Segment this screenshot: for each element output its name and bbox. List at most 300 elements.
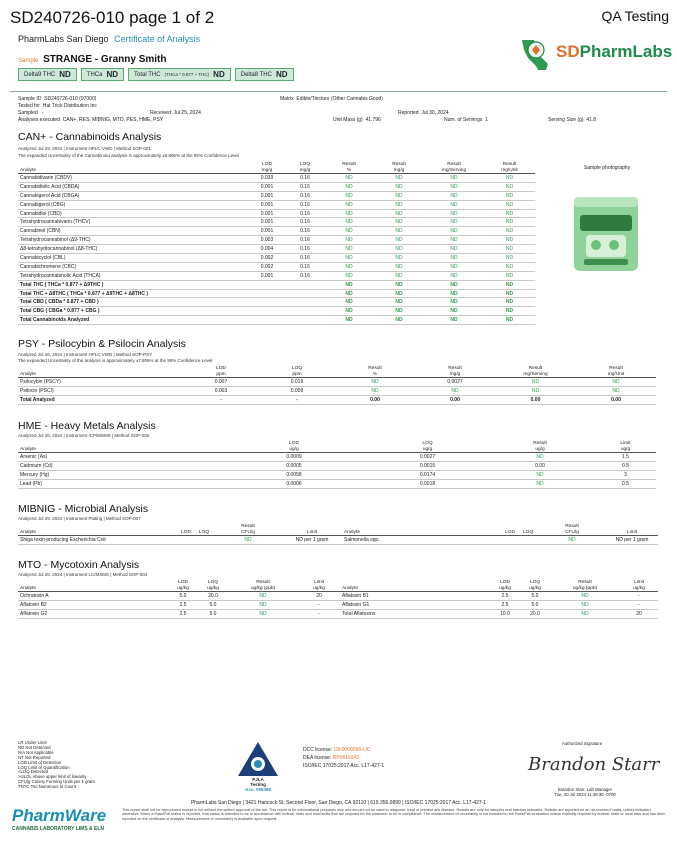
table-cell: ND xyxy=(374,254,424,263)
meta-matrix: Matrix Edible/Tincture (Other Cannabis Good) xyxy=(280,96,383,102)
table-cell: 0.001 xyxy=(248,191,286,200)
table-row xyxy=(18,271,535,280)
report-title: SD240726-010 page 1 of 2 xyxy=(10,8,215,27)
signer-info: Brandon Starr, Lab Manager Tue, 30 Jul 2024 11:39:36 -0700 xyxy=(554,787,616,797)
table-cell: 0.007 xyxy=(183,378,259,387)
table-cell: ND xyxy=(424,200,484,209)
table-cell: 20.0 xyxy=(520,609,550,618)
column-header: LOQ ug/kg xyxy=(520,580,550,592)
table-cell: ND xyxy=(484,174,535,183)
table-cell: ND per 1 gram xyxy=(606,536,658,545)
table-cell: ND xyxy=(538,536,606,545)
table-cell xyxy=(248,316,286,325)
table-cell: Psilocybin (PSCY) xyxy=(18,378,183,387)
table-cell: 0.16 xyxy=(286,191,324,200)
mto-table xyxy=(18,580,658,619)
chip-sub: (THCa * 0.877 + THC) xyxy=(164,72,210,77)
hme-title: HME - Heavy Metals Analysis xyxy=(18,420,156,432)
column-header: Result ug/g xyxy=(485,441,595,453)
table-row xyxy=(18,479,656,488)
lab-line xyxy=(18,34,200,44)
table-cell: Aflatoxin G2 xyxy=(18,609,168,618)
table-cell: ND xyxy=(424,280,484,289)
table-cell: ND xyxy=(424,236,484,245)
table-cell: ND xyxy=(374,307,424,316)
table-cell: 2.5 xyxy=(490,600,520,609)
table-row xyxy=(18,600,658,609)
column-header: Result CFU/g xyxy=(214,524,282,536)
table-cell: ND xyxy=(324,209,374,218)
table-cell: Cannabichromene (CBC) xyxy=(18,262,248,271)
table-row xyxy=(18,245,535,254)
table-cell: ND xyxy=(484,182,535,191)
table-cell: ND xyxy=(484,271,535,280)
column-header: Result % xyxy=(324,162,374,174)
legend-item: NT Not Reported xyxy=(18,754,51,760)
column-header: Limit ug/kg xyxy=(620,580,658,592)
table-cell: ND xyxy=(576,386,656,395)
pharmware-sub: CANNABIS LABORATORY LIMS & ELN xyxy=(12,826,105,832)
legend-item: LOQ Limit of Quantification xyxy=(18,764,70,770)
table-cell: Total THC + Δ8THC ( THCa * 0.877 + Δ9THC + Δ8THC ) xyxy=(18,289,248,298)
table-cell: ND xyxy=(374,298,424,307)
table-cell: 0.16 xyxy=(286,254,324,263)
table-cell: 0.00 xyxy=(485,461,595,470)
sample-line xyxy=(18,54,166,65)
table-cell: 0.002 xyxy=(248,262,286,271)
license-block: DCC license: C8-0000096-LIC DEA license: RP0611043 ISO/IEC 17025:2017 Acc. L17-427-1 xyxy=(303,747,385,769)
chip-label: Total THC xyxy=(134,71,161,78)
column-header: Analyte xyxy=(18,580,168,592)
table-cell: ND xyxy=(485,453,595,462)
table-cell: ND xyxy=(374,182,424,191)
column-header: LOQ ug/kg xyxy=(198,580,228,592)
table-cell: 0.5 xyxy=(595,461,656,470)
table-cell: 10.0 xyxy=(490,609,520,618)
table-cell: ND xyxy=(228,600,298,609)
table-cell: ND xyxy=(484,200,535,209)
table-cell: ND xyxy=(484,236,535,245)
legend-item: <LOQ Detected xyxy=(18,769,48,775)
table-row xyxy=(18,592,658,601)
meta-servings: Num. of Servings 1 xyxy=(444,117,488,123)
table-cell xyxy=(286,316,324,325)
cannabinoids-sub2: The expanded Uncertainty of the Cannabinoid analysis is approximately ±6.806% at the 95% Confidence Level xyxy=(18,153,239,158)
table-cell: ND xyxy=(424,182,484,191)
table-cell: ND xyxy=(484,262,535,271)
chip-delta8 xyxy=(235,68,294,81)
table-cell: ND xyxy=(324,191,374,200)
table-cell: ND xyxy=(550,592,620,601)
psy-table xyxy=(18,366,656,405)
column-header: Analyte xyxy=(18,162,248,174)
table-cell: - xyxy=(259,395,335,404)
chip-delta9 xyxy=(18,68,77,81)
mibnig-sub1: Analyzed Jul 29, 2024 | Instrument Plating | Method SOP-007 xyxy=(18,516,141,521)
column-header: LOD mg/g xyxy=(248,162,286,174)
column-header: LOD ug/g xyxy=(218,441,370,453)
table-cell: ND xyxy=(324,218,374,227)
table-row xyxy=(18,609,658,618)
table-cell: ND xyxy=(424,227,484,236)
table-cell: ND xyxy=(324,236,374,245)
mibnig-title: MIBNIG - Microbial Analysis xyxy=(18,503,149,515)
table-cell: Psilocin (PSCI) xyxy=(18,386,183,395)
table-cell: ND xyxy=(424,289,484,298)
table-cell: 0.16 xyxy=(286,262,324,271)
table-cell: 0.00 xyxy=(415,395,495,404)
column-header: Result % xyxy=(335,366,415,378)
table-cell: ND xyxy=(484,307,535,316)
column-header: Limit ug/g xyxy=(595,441,656,453)
table-cell: 0.004 xyxy=(248,245,286,254)
psy-title: PSY - Psilocybin & Psilocin Analysis xyxy=(18,338,186,350)
table-cell: 0.003 xyxy=(248,236,286,245)
column-header: LOD xyxy=(502,524,518,536)
table-row xyxy=(18,182,535,191)
table-row xyxy=(18,174,535,183)
meta-reported: Reported Jul 30, 2024 xyxy=(398,110,449,116)
table-cell xyxy=(248,280,286,289)
table-cell: 5.0 xyxy=(520,600,550,609)
table-cell: ND xyxy=(484,245,535,254)
table-cell xyxy=(248,298,286,307)
table-row xyxy=(18,289,535,298)
table-cell: ND xyxy=(484,280,535,289)
table-cell: ND xyxy=(374,245,424,254)
psy-sub2: The expanded Uncertainty of the analysis is approximately ±7.806% at the 95% Confidence Level xyxy=(18,358,213,363)
table-cell: 1.5 xyxy=(595,453,656,462)
table-cell: Total THC ( THCa * 0.877 + Δ9THC ) xyxy=(18,280,248,289)
table-cell: 0.16 xyxy=(286,227,324,236)
table-row xyxy=(18,298,535,307)
table-cell: ND xyxy=(484,254,535,263)
table-cell: ND xyxy=(550,609,620,618)
table-cell: 0.0006 xyxy=(218,479,370,488)
column-header: LOQ ppm xyxy=(259,366,335,378)
column-header: Limit ug/kg xyxy=(298,580,340,592)
table-cell: - xyxy=(620,592,658,601)
column-header: Result mg/g xyxy=(415,366,495,378)
meta-serving-size: Serving Size (g) 41.8 xyxy=(548,117,597,123)
cannabinoids-table xyxy=(18,162,535,325)
table-row xyxy=(18,280,535,289)
abbreviation-legend xyxy=(18,741,95,790)
hme-sub1: Analyzed Jul 26, 2024 | Instrument ICP/MSMS | Method SOP-005 xyxy=(18,433,150,438)
table-cell: ND xyxy=(324,280,374,289)
table-cell: ND xyxy=(324,271,374,280)
meta-sampled: Sampled - xyxy=(18,110,44,116)
pharmware-logo: PharmWare xyxy=(12,806,107,825)
table-cell: Cannabidiol (CBD) xyxy=(18,209,248,218)
table-cell: Cannabigerol Acid (CBGA) xyxy=(18,191,248,200)
psy-sub1: Analyzed Jul 26, 2024 | Instrument HPLC VWD | Method SOP-PSY xyxy=(18,352,153,357)
table-cell: ND xyxy=(495,378,576,387)
meta-received: Received Jul 25, 2024 xyxy=(150,110,201,116)
table-row xyxy=(18,386,656,395)
meta-unit-mass: Unit Mass (g) 41.796 xyxy=(333,117,381,123)
column-header: Limit xyxy=(282,524,342,536)
table-cell: ND xyxy=(228,592,298,601)
table-cell: ND xyxy=(424,271,484,280)
table-cell: ND xyxy=(424,218,484,227)
table-cell: 0.039 xyxy=(248,174,286,183)
table-cell: ND xyxy=(424,254,484,263)
table-cell: 0.0174 xyxy=(370,470,485,479)
table-cell: 5.0 xyxy=(168,592,198,601)
table-cell: Total Analyzed xyxy=(18,395,183,404)
table-cell: ND xyxy=(424,307,484,316)
table-cell: ND xyxy=(424,245,484,254)
table-cell: ND xyxy=(374,200,424,209)
chip-thca xyxy=(81,68,124,81)
table-cell: Lead (Pb) xyxy=(18,479,218,488)
pjla-text: PJLA Testing Acc. #85368 xyxy=(245,777,271,792)
column-header: Result mg/Serving xyxy=(495,366,576,378)
table-cell xyxy=(248,289,286,298)
lab-name: PharmLabs San Diego xyxy=(18,34,109,44)
table-cell: 0.00 xyxy=(576,395,656,404)
table-row xyxy=(18,536,658,545)
table-row xyxy=(18,209,535,218)
column-header: Result ug/kg (ppb) xyxy=(550,580,620,592)
table-cell: 0.001 xyxy=(248,218,286,227)
table-cell: Aflatoxin B2 xyxy=(18,600,168,609)
table-cell xyxy=(194,536,214,545)
table-cell: 0.001 xyxy=(248,182,286,191)
table-cell xyxy=(286,289,324,298)
table-cell: ND xyxy=(228,609,298,618)
table-cell: 0.0015 xyxy=(370,461,485,470)
table-row xyxy=(18,218,535,227)
table-cell: 0.16 xyxy=(286,182,324,191)
table-cell: ND xyxy=(485,479,595,488)
table-cell: Shiga toxin-producing Escherichia Coli xyxy=(18,536,178,545)
table-cell: - xyxy=(183,395,259,404)
table-cell: Tetrahydrocannabinolic Acid (THCA) xyxy=(18,271,248,280)
chip-value: ND xyxy=(275,70,288,79)
table-cell: 0.16 xyxy=(286,200,324,209)
table-cell xyxy=(286,280,324,289)
column-header: Result mg/Unit xyxy=(576,366,656,378)
table-cell: ND xyxy=(324,174,374,183)
table-cell: ND xyxy=(324,254,374,263)
column-header: Result mg/Serving xyxy=(424,162,484,174)
table-cell: 0.0058 xyxy=(218,470,370,479)
table-cell: ND xyxy=(324,298,374,307)
column-header: LOQ ug/g xyxy=(370,441,485,453)
table-cell: Tetrahydrocannabivarin (THCV) xyxy=(18,218,248,227)
photo-label: Sample photography xyxy=(583,165,631,171)
table-cell: ND xyxy=(424,298,484,307)
logo-text: SDPharmLabs xyxy=(556,42,673,61)
table-cell: 0.001 xyxy=(248,209,286,218)
table-cell: Mercury (Hg) xyxy=(18,470,218,479)
table-row xyxy=(18,262,535,271)
table-cell: ND xyxy=(214,536,282,545)
table-row xyxy=(18,191,535,200)
table-cell xyxy=(518,536,538,545)
table-cell: Aflatoxin B1 xyxy=(340,592,490,601)
table-cell: 5.0 xyxy=(520,592,550,601)
table-cell xyxy=(502,536,518,545)
table-cell: ND xyxy=(484,209,535,218)
table-cell: ND xyxy=(374,316,424,325)
table-cell: 0.003 xyxy=(183,386,259,395)
table-cell: ND xyxy=(324,289,374,298)
table-cell: Tetrahydrocannabinol (Δ9-THC) xyxy=(18,236,248,245)
cannabinoids-title: CAN+ - Cannabinoids Analysis xyxy=(18,131,162,143)
table-cell: Total Cannabinoids Analyzed xyxy=(18,316,248,325)
chip-value: ND xyxy=(106,70,119,79)
chip-label: Delta8 THC xyxy=(240,71,272,78)
table-cell: ND xyxy=(324,262,374,271)
table-cell: Total CBD ( CBDa * 0.877 + CBD ) xyxy=(18,298,248,307)
table-cell: - xyxy=(298,600,340,609)
legend-item: TNTC Too Numerous to Count xyxy=(18,784,76,790)
table-cell: 0.00 xyxy=(335,395,415,404)
table-cell xyxy=(178,536,194,545)
column-header: LOD ug/kg xyxy=(168,580,198,592)
column-header: LOQ mg/g xyxy=(286,162,324,174)
authorized-signature-label: Authorized Signature xyxy=(562,741,603,746)
table-cell xyxy=(286,298,324,307)
chip-label: Delta9 THC xyxy=(24,71,56,78)
table-cell: ND xyxy=(324,307,374,316)
table-cell: 20 xyxy=(620,609,658,618)
table-cell: 0.009 xyxy=(259,386,335,395)
table-cell xyxy=(248,307,286,316)
table-row xyxy=(18,395,656,404)
table-cell: ND xyxy=(484,227,535,236)
table-row xyxy=(18,453,656,462)
table-cell: 0.5 xyxy=(595,479,656,488)
table-row xyxy=(18,254,535,263)
table-cell: Aflatoxin G1 xyxy=(340,600,490,609)
table-cell: 3 xyxy=(595,470,656,479)
table-cell: Cadmium (Cd) xyxy=(18,461,218,470)
sample-name: STRANGE - Granny Smith xyxy=(43,54,167,65)
table-cell: 20.0 xyxy=(198,592,228,601)
table-cell: ND xyxy=(335,386,415,395)
chip-label: THCa xyxy=(86,71,103,78)
legend-item: ND Not Detected xyxy=(18,744,51,750)
table-cell: ND xyxy=(374,227,424,236)
table-cell: 0.002 xyxy=(248,254,286,263)
meta-sample-id: Sample ID SD240726-010 (97000) xyxy=(18,96,97,102)
legend-item: N/A Not Applicable xyxy=(18,749,54,755)
table-cell: 2.5 xyxy=(168,609,198,618)
chip-value: ND xyxy=(59,70,71,79)
column-header: Analyte xyxy=(18,524,178,536)
column-header: Result mg/g xyxy=(374,162,424,174)
coa-label: Certificate of Analysis xyxy=(114,34,201,44)
table-cell: 0.001 xyxy=(248,271,286,280)
column-header: Analyte xyxy=(18,366,183,378)
legend-item: LR Under Limit xyxy=(18,740,47,745)
table-row xyxy=(18,236,535,245)
table-cell: 5.0 xyxy=(198,609,228,618)
table-cell: 0.019 xyxy=(259,378,335,387)
table-row xyxy=(18,200,535,209)
table-cell: 2.5 xyxy=(490,592,520,601)
table-cell: ND xyxy=(374,174,424,183)
column-header: LOQ xyxy=(194,524,214,536)
summary-chips xyxy=(18,68,294,81)
table-cell: 0.001 xyxy=(248,227,286,236)
table-row xyxy=(18,470,656,479)
table-row xyxy=(18,461,656,470)
table-cell: Cannabinol (CBN) xyxy=(18,227,248,236)
table-cell xyxy=(286,307,324,316)
table-cell: Salmonella spp. xyxy=(342,536,502,545)
legend-item: CFU/g Colony Forming Units per 1 gram xyxy=(18,779,95,785)
column-header: Result mg/Unit xyxy=(484,162,535,174)
table-cell: 0.16 xyxy=(286,209,324,218)
qa-testing-label: QA Testing xyxy=(601,8,669,24)
table-cell: ND xyxy=(374,271,424,280)
table-cell: 20 xyxy=(298,592,340,601)
table-cell: ND xyxy=(324,245,374,254)
column-header: Result ug/kg (ppb) xyxy=(228,580,298,592)
product-photo xyxy=(570,193,642,275)
table-cell: 0.0009 xyxy=(218,453,370,462)
table-cell: 0.16 xyxy=(286,218,324,227)
table-cell: 0.16 xyxy=(286,245,324,254)
table-cell: ND xyxy=(424,174,484,183)
chip-total-thc xyxy=(128,68,231,81)
table-row xyxy=(18,227,535,236)
table-cell: 0.001 xyxy=(248,200,286,209)
mto-title: MTO - Mycotoxin Analysis xyxy=(18,559,140,571)
table-cell: 0.0027 xyxy=(415,378,495,387)
sample-label: Sample xyxy=(18,58,39,64)
table-cell: Δ8-tetrahydrocannabinol (Δ8-THC) xyxy=(18,245,248,254)
table-cell: 0.16 xyxy=(286,174,324,183)
disclaimer: This report shall not be reproduced except in full without the written approval of the lab. This report is for informational purposes only and should not be used to diagnose, treat or prevent any disease. Results are only for samples and batches indicated. Results are reported on an 'as received' basis, unless indicated otherwise. When a Pass/Fail status is reported, that status is intended to be in accordance with federal, state and local limits that are required for the customer to be in compliance. The measurement of uncertainty is not included in the Pass/Fail evaluation unless explicitly required by federal, state or local laws and has been reported on the certificate of analysis. Measurement of uncertainty is available upon request. xyxy=(122,808,666,821)
meta-tested-for: Tested for Hat Trick Distribution Inc xyxy=(18,103,97,109)
table-cell: ND xyxy=(484,298,535,307)
table-cell: ND xyxy=(374,289,424,298)
table-cell: ND xyxy=(335,378,415,387)
column-header: LOD ppm xyxy=(183,366,259,378)
column-header: LOQ xyxy=(518,524,538,536)
table-cell: ND xyxy=(324,227,374,236)
table-cell: ND xyxy=(424,316,484,325)
column-header: Analyte xyxy=(340,580,490,592)
table-cell: ND xyxy=(374,218,424,227)
signature: Brandon Starr xyxy=(528,754,660,775)
lab-address: PharmLabs San Diego | 3421 Hancock St, Second Floor, San Diego, CA 92110 | 619.356.0899 | ISO/IEC 17025:2017 Acc. L17-427-1 xyxy=(190,800,487,806)
mibnig-table xyxy=(18,524,658,545)
table-cell: ND xyxy=(550,600,620,609)
table-cell: Ochratoxin A xyxy=(18,592,168,601)
table-cell: 0.0027 xyxy=(370,453,485,462)
table-cell: 2.5 xyxy=(168,600,198,609)
table-cell: ND xyxy=(485,470,595,479)
table-cell: ND xyxy=(374,191,424,200)
table-cell: 0.0018 xyxy=(370,479,485,488)
table-row xyxy=(18,378,656,387)
table-cell: ND xyxy=(374,236,424,245)
chip-value: ND xyxy=(213,70,225,79)
hme-table xyxy=(18,441,656,489)
sdpharmlabs-logo xyxy=(516,36,673,74)
table-cell: ND xyxy=(484,191,535,200)
table-cell: 0.16 xyxy=(286,236,324,245)
table-cell: ND xyxy=(324,182,374,191)
table-cell: ND xyxy=(576,378,656,387)
